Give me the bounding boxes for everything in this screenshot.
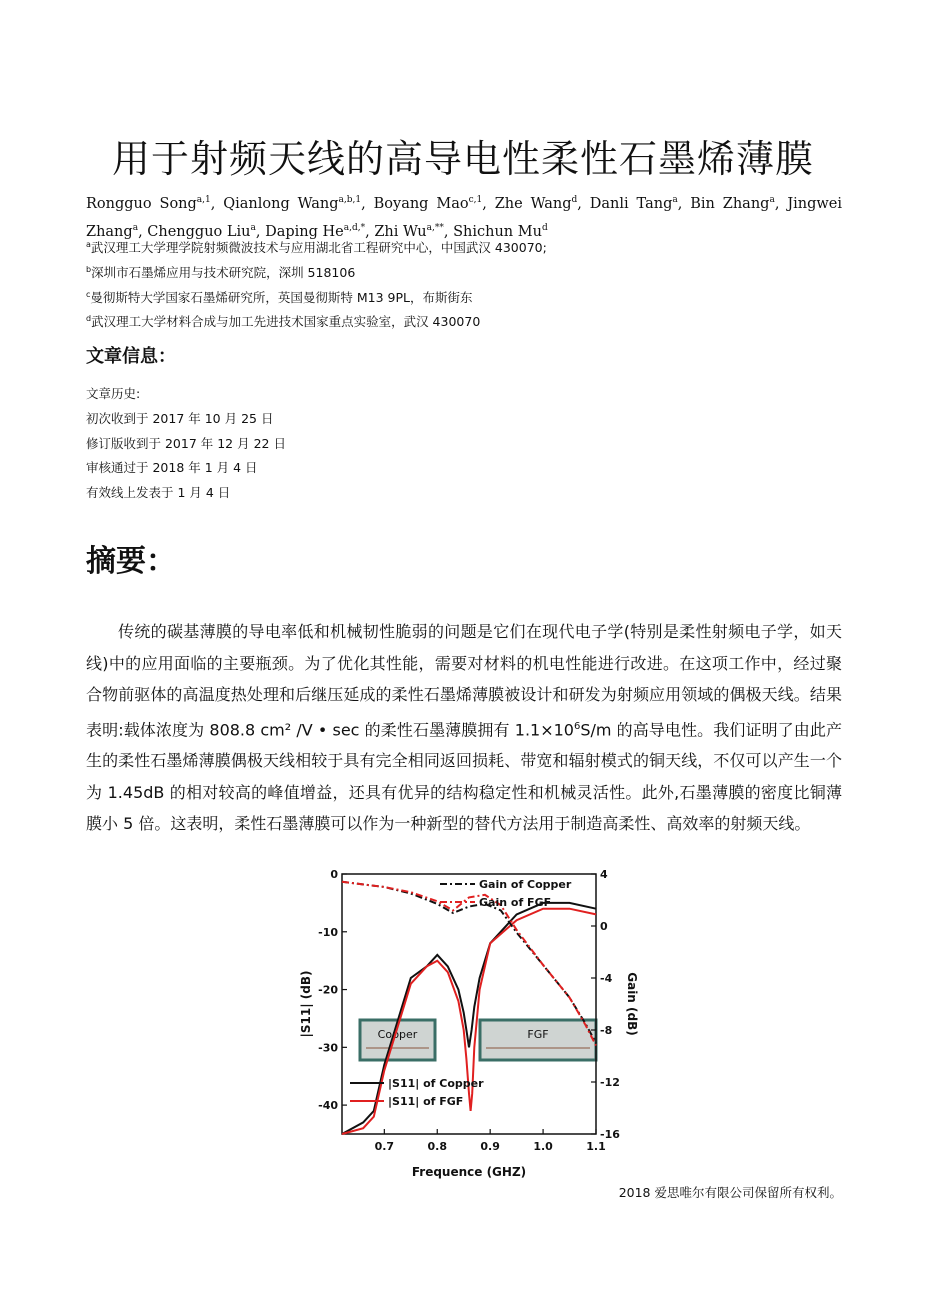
author-affil-mark: a,1: [196, 195, 211, 205]
author-affil-mark: a: [250, 222, 256, 233]
y-tick-label: -40: [318, 1099, 338, 1113]
author-list: Rongguo Song$^{a,1}$, Qianlong Wang$^{a,b,1}$, Boyang Mao$^{c,1}$, Zhe Wang$^d$, Danli Tang$^a$, Bin Zhang$^a$, Jingwei Zhang$^a$, Chengguo Liu$^a$, Daping $He^{a,d,*}$, Zhi $Wu^{a,**}$, Shichun Mu$^d$: [86, 195, 843, 240]
author-affil-mark: d: [541, 222, 548, 233]
article-info-heading: 文章信息：: [86, 346, 176, 367]
inset-label: Copper: [377, 1028, 418, 1041]
y-tick-label: -20: [318, 983, 338, 997]
inset-label: FGF: [527, 1028, 549, 1041]
history-label: 文章历史:: [86, 386, 141, 401]
author-affil-mark: a,b,1: [338, 195, 362, 205]
y-tick-label: -10: [318, 925, 338, 939]
history-line: 有效线上发表于 1 月 4 日: [86, 485, 231, 500]
affiliation-b: [86, 263, 355, 281]
s11-gain-chart: [280, 862, 640, 1182]
history-line: 修订版收到于 2017 年 12 月 22 日: [86, 436, 286, 451]
y-tick-label: -30: [318, 1041, 338, 1055]
author-name: Bin Zhang: [690, 195, 770, 212]
legend-label: |S11| of Copper: [388, 1077, 484, 1090]
paper-title: 用于射频天线的高导电性柔性石墨烯薄膜: [111, 137, 814, 181]
x-tick-label: 0.8: [427, 1140, 447, 1153]
y-right-axis-label: Gain (dB): [625, 972, 639, 1036]
y-right-tick-label: -16: [600, 1128, 620, 1141]
author-name: Qianlong Wang: [223, 195, 339, 212]
author-name: Zhi Wu: [374, 223, 427, 240]
x-tick-label: 0.9: [480, 1140, 500, 1153]
author-name: Jingwei Zhang: [86, 195, 843, 240]
author-affil-mark: d: [571, 195, 578, 205]
y-right-tick-label: -4: [600, 972, 613, 985]
author-name: Chengguo Liu: [147, 223, 251, 240]
x-tick-label: 0.7: [374, 1140, 395, 1153]
copyright-footer: 2018 爱思唯尔有限公司保留所有权利。: [618, 1185, 842, 1200]
affil-text: 深圳市石墨烯应用与技术研究院，深圳 518106: [91, 265, 356, 280]
affil-mark: b: [86, 264, 92, 274]
author-affil-mark: a,**: [426, 222, 444, 233]
abstract-part1: 传统的碳基薄膜的导电率低和机械韧性脆弱的问题是它们在现代电子学(特别是柔性射频电子学，如天线)中的应用面临的主要瓶颈。为了优化其性能，需要对材料的机电性能进行改进。在这项工作中，经过聚合物前驱体的高温度热处理和后继压延成的柔性石墨烯薄膜被设计和研发为射频应用领域的偶极天线。结果表明:载体浓度为 808.8 cm² /V • sec 的柔性石墨薄膜拥有 1.1×10: [86, 622, 842, 739]
y-axis-label: |S11| (dB): [299, 970, 313, 1038]
exponent: 6: [573, 720, 581, 732]
affil-text: 曼彻斯特大学国家石墨烯研究所，英国曼彻斯特 M13 9PL，布斯街东: [90, 290, 473, 305]
abstract-heading: 摘要：: [86, 544, 176, 579]
abstract-part2: S/m 的高导电性。我们证明了由此产生的柔性石墨烯薄膜偶极天线相较于具有完全相同返回损耗、带宽和辐射模式的铜天线，不仅可以产生一个为 1.45dB 的相对较高的峰值增益，还具有优异的结构稳定性和机械灵活性。此外,石墨薄膜的密度比铜薄膜小 5 倍。这表明，柔性石墨薄膜可以作为一种新型的替代方法用于制造高柔性、高效率的射频天线。: [86, 719, 842, 834]
history-line: 初次收到于 2017 年 10 月 25 日: [86, 411, 274, 426]
y-right-tick-label: -8: [600, 1024, 613, 1037]
author-name: Boyang Mao: [373, 195, 469, 212]
author-affil-mark: a: [672, 195, 678, 205]
author-affil-mark: a,d,*: [343, 222, 366, 233]
legend-label: Gain of FGF: [479, 896, 552, 909]
affil-text: 武汉理工大学材料合成与加工先进技术国家重点实验室，武汉 430070: [91, 314, 481, 329]
affiliation-a: [86, 238, 547, 256]
x-axis-label: Frequence (GHZ): [411, 1165, 527, 1179]
abstract-text: [86, 616, 842, 840]
author-name: Zhe Wang: [494, 195, 572, 212]
author-affil-mark: c,1: [468, 195, 483, 205]
affil-mark: a: [86, 239, 91, 249]
y-right-tick-label: 4: [600, 868, 608, 881]
affil-text: 武汉理工大学理学院射频微波技术与应用湖北省工程研究中心，中国武汉 430070;: [90, 240, 547, 255]
author-affil-mark: a: [769, 195, 775, 205]
affiliation-d: [86, 312, 480, 330]
author-name: Danli Tang: [589, 195, 673, 212]
author-affil-mark: a: [132, 222, 139, 233]
y-right-tick-label: -12: [600, 1076, 620, 1089]
author-name: Rongguo Song: [86, 195, 197, 212]
y-right-tick-label: 0: [600, 920, 608, 933]
history-line: 审核通过于 2018 年 1 月 4 日: [86, 460, 258, 475]
x-tick-label: 1.0: [533, 1140, 553, 1153]
x-tick-label: 1.1: [586, 1140, 606, 1153]
legend-label: Gain of Copper: [479, 878, 572, 891]
affil-mark: c: [86, 289, 91, 299]
affil-mark: d: [86, 313, 92, 323]
y-tick-label: 0: [330, 868, 338, 881]
author-name: Shichun Mu: [453, 223, 542, 240]
affiliation-c: [86, 288, 473, 306]
legend-label: |S11| of FGF: [388, 1095, 464, 1108]
author-name: Daping He: [265, 223, 344, 240]
